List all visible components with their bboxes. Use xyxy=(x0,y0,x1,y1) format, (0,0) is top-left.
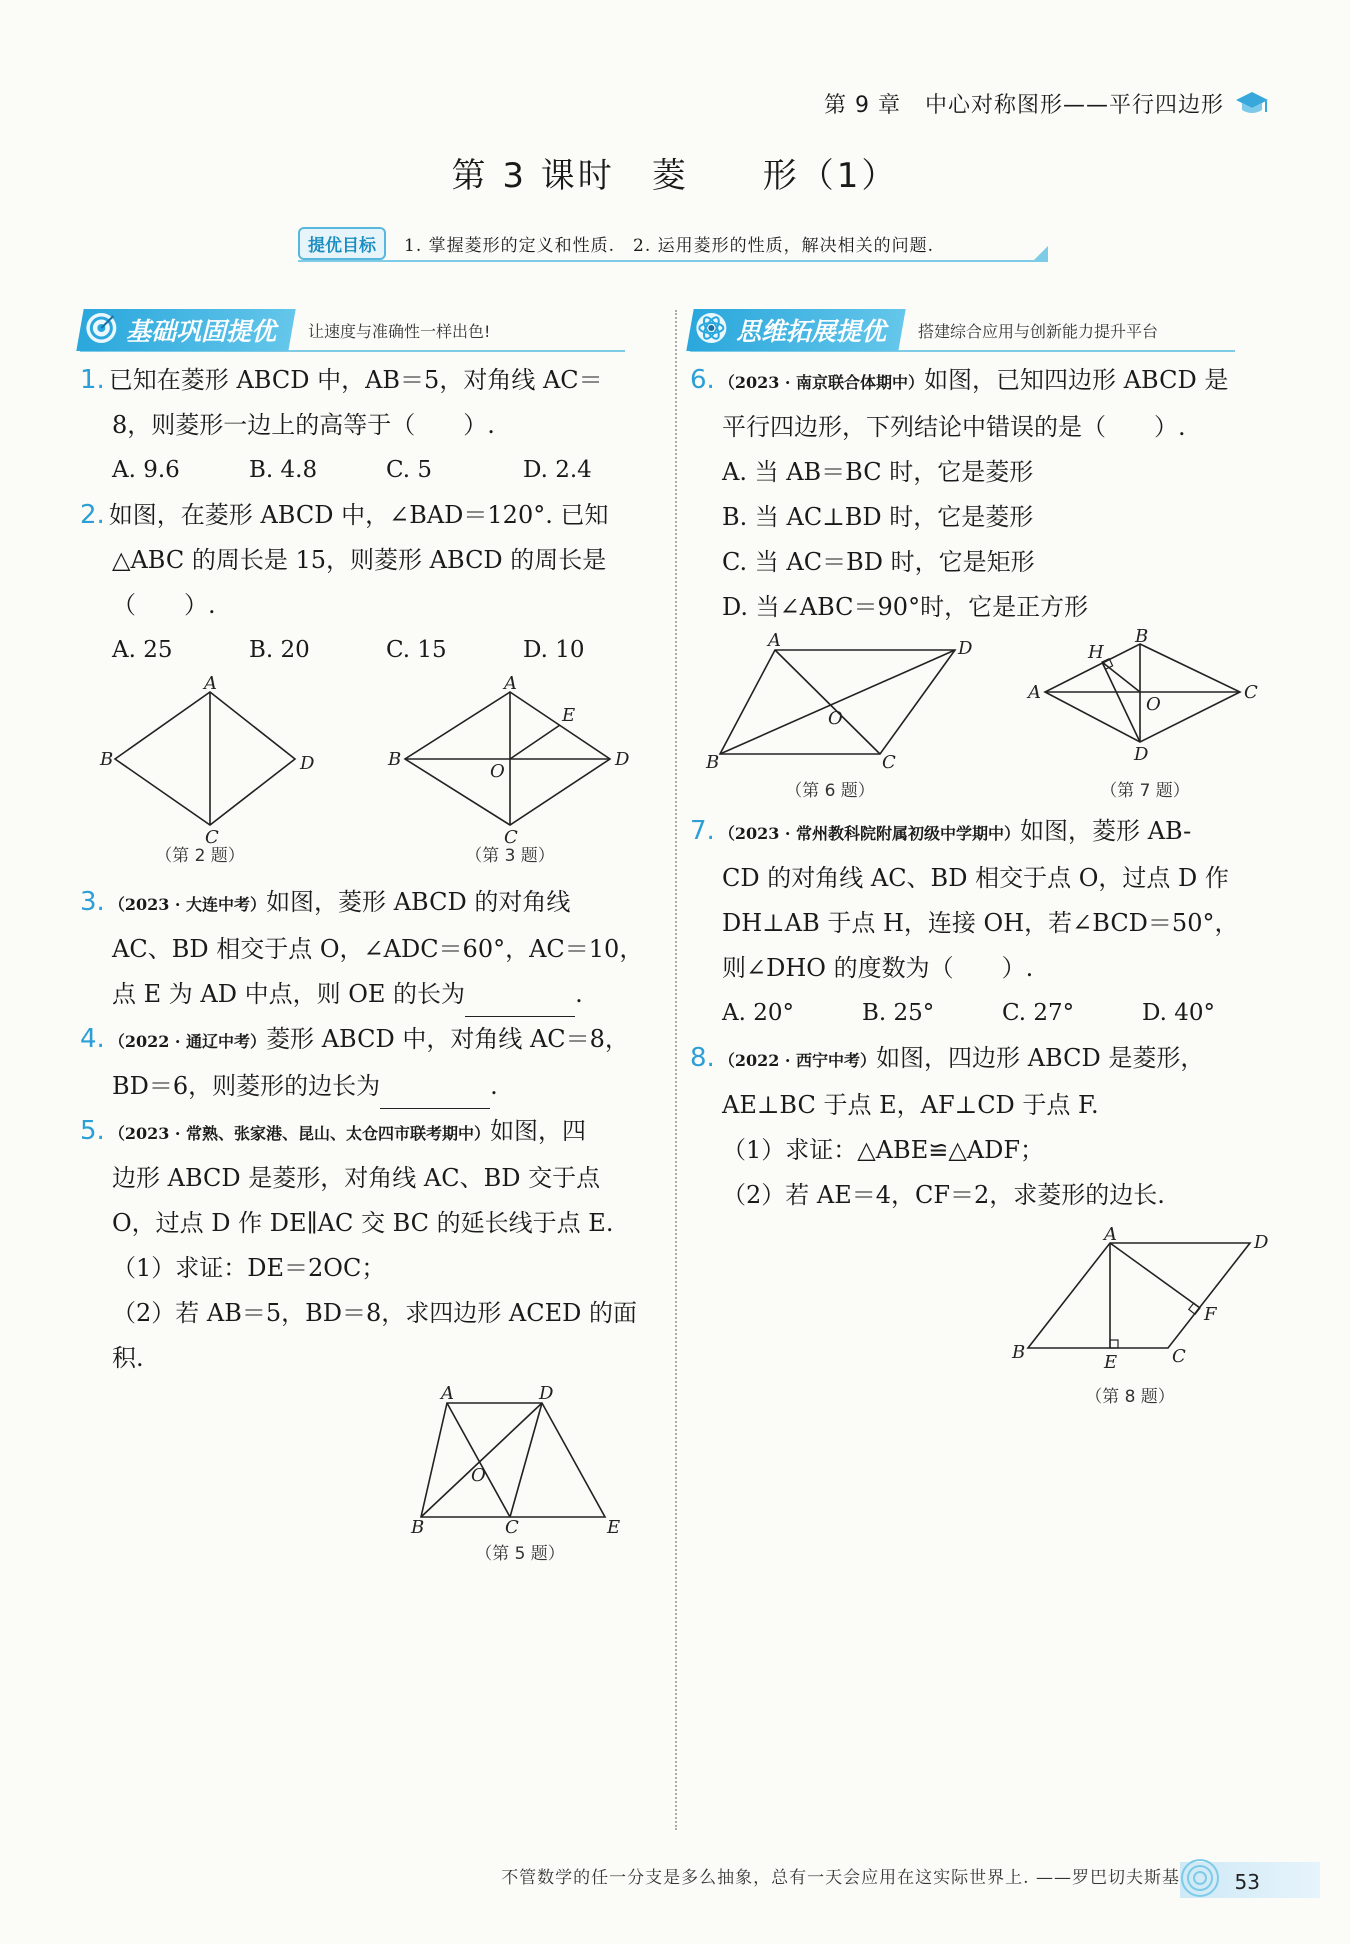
left-column xyxy=(80,310,660,1564)
question-text: 边形 ABCD 是菱形，对角线 AC、BD 交于点 xyxy=(112,1164,601,1192)
figure-5 xyxy=(405,1385,635,1564)
question-part: （2）若 AE＝4，CF＝2，求菱形的边长. xyxy=(722,1181,1165,1209)
svg-text:E: E xyxy=(1104,1352,1118,1373)
question-number: 6. xyxy=(690,365,715,395)
svg-text:C: C xyxy=(1172,1346,1186,1367)
question-4 xyxy=(80,1017,660,1109)
svg-text:O: O xyxy=(490,761,505,782)
svg-text:A: A xyxy=(768,630,781,651)
question-source: （2023 · 常熟、张家港、昆山、太仓四市联考期中） xyxy=(108,1124,491,1143)
question-text: 如图，在菱形 ABCD 中，∠BAD＝120°. 已知 xyxy=(108,501,609,529)
page-number: 53 xyxy=(1234,1870,1260,1894)
option-a: A. 当 AB＝BC 时，它是菱形 xyxy=(722,458,1034,486)
option-a: A. 9.6 xyxy=(112,457,180,483)
question-text: . xyxy=(490,1072,498,1100)
question-2 xyxy=(80,493,660,628)
svg-text:O: O xyxy=(1146,694,1161,715)
question-source: （2022 · 通辽中考） xyxy=(108,1032,267,1051)
svg-text:D: D xyxy=(300,753,315,774)
question-text: 如图，四边形 ABCD 是菱形， xyxy=(876,1044,1205,1072)
target-icon xyxy=(86,313,116,343)
figure-caption: （第 8 题） xyxy=(1085,1387,1175,1407)
question-text: 点 E 为 AD 中点，则 OE 的长为 xyxy=(112,980,466,1008)
figure-caption: （第 3 题） xyxy=(465,846,555,866)
figure-caption: （第 2 题） xyxy=(155,846,245,866)
goal-corner-decoration xyxy=(1032,246,1048,262)
option-a: A. 20° xyxy=(722,1000,794,1026)
svg-text:C: C xyxy=(504,827,518,848)
figure-8 xyxy=(1000,1224,1269,1407)
svg-text:E: E xyxy=(607,1517,621,1538)
question-text: 平行四边形，下列结论中错误的是（ ）. xyxy=(722,413,1186,441)
svg-text:O: O xyxy=(828,708,843,729)
question-6 xyxy=(690,358,1290,630)
svg-text:A: A xyxy=(1104,1224,1117,1245)
left-section-title: 基础巩固提优 xyxy=(126,317,277,346)
graduation-cap-icon xyxy=(1234,90,1270,118)
option-b: B. 当 AC⊥BD 时，它是菱形 xyxy=(722,503,1034,531)
figure-3 xyxy=(380,673,640,866)
svg-text:F: F xyxy=(1204,1304,1217,1325)
question-8 xyxy=(690,1036,1290,1218)
chapter-number: 第 9 章 xyxy=(824,93,901,118)
right-section-header xyxy=(690,310,1290,350)
question-text: 8，则菱形一边上的高等于（ ）. xyxy=(112,411,495,439)
figure-2 xyxy=(80,673,320,866)
svg-text:A: A xyxy=(504,673,517,694)
svg-text:B: B xyxy=(100,749,114,770)
svg-text:D: D xyxy=(1254,1232,1269,1253)
figure-caption: （第 6 题） xyxy=(785,781,875,801)
svg-text:D: D xyxy=(539,1383,554,1404)
lesson-title: 第 3 课时 菱 形（1） xyxy=(451,156,899,196)
svg-text:D: D xyxy=(958,638,973,659)
option-c: C. 5 xyxy=(386,457,433,483)
answer-blank[interactable] xyxy=(380,1078,490,1109)
svg-text:B: B xyxy=(1135,626,1149,647)
question-source: （2023 · 常州教科院附属初级中学期中） xyxy=(718,824,1021,843)
option-a: A. 25 xyxy=(112,637,173,663)
answer-blank[interactable] xyxy=(465,986,575,1017)
question-text: 如图，菱形 ABCD 的对角线 xyxy=(266,888,571,916)
q1-options xyxy=(80,448,660,493)
svg-text:A: A xyxy=(204,673,217,694)
question-text: 如图，四 xyxy=(490,1117,587,1145)
svg-text:B: B xyxy=(388,749,402,770)
question-text: △ABC 的周长是 15，则菱形 ABCD 的周长是 xyxy=(112,546,607,574)
rhombus-diagram-q2 xyxy=(80,673,320,848)
option-b: B. 25° xyxy=(862,1000,935,1026)
rhombus-diagram-q8 xyxy=(1000,1224,1269,1378)
figure-caption: （第 5 题） xyxy=(475,1544,565,1564)
option-c: C. 当 AC＝BD 时，它是矩形 xyxy=(722,548,1035,576)
question-part: （1）求证：△ABE≌△ADF； xyxy=(722,1136,1045,1164)
question-number: 1. xyxy=(80,365,105,395)
question-text: 菱形 ABCD 中，对角线 AC＝8， xyxy=(266,1025,629,1053)
right-column xyxy=(690,310,1290,1407)
question-7 xyxy=(690,809,1290,991)
right-section-title: 思维拓展提优 xyxy=(736,317,887,346)
atom-icon xyxy=(696,313,726,343)
option-d: D. 2.4 xyxy=(523,457,592,483)
figures-6-7 xyxy=(690,626,1270,801)
question-number: 8. xyxy=(690,1043,715,1073)
question-source: （2023 · 南京联合体期中） xyxy=(718,373,925,392)
question-text: O，过点 D 作 DE∥AC 交 BC 的延长线于点 E. xyxy=(112,1209,614,1237)
svg-text:D: D xyxy=(615,749,630,770)
goals-tag: 提优目标 xyxy=(298,227,386,260)
option-d: D. 当∠ABC＝90°时，它是正方形 xyxy=(722,593,1089,621)
question-number: 2. xyxy=(80,500,105,530)
question-number: 7. xyxy=(690,816,715,846)
question-text: 已知在菱形 ABCD 中，AB＝5，对角线 AC＝ xyxy=(108,366,603,394)
right-section-subtitle: 搭建综合应用与创新能力提升平台 xyxy=(918,321,1159,341)
svg-text:E: E xyxy=(562,705,576,726)
chapter-topic: 中心对称图形——平行四边形 xyxy=(924,93,1224,118)
trapezoid-diagram-q5 xyxy=(405,1383,635,1538)
question-number: 3. xyxy=(80,887,105,917)
svg-text:B: B xyxy=(706,752,720,773)
svg-text:C: C xyxy=(505,1517,519,1538)
svg-text:B: B xyxy=(1012,1342,1026,1363)
learning-goals xyxy=(298,226,1048,262)
left-section-header xyxy=(80,310,660,350)
rhombus-diagram-q3 xyxy=(380,673,640,848)
rhombus-diagram-q7 xyxy=(1020,626,1270,772)
question-text: 如图，已知四边形 ABCD 是 xyxy=(924,366,1229,394)
question-text: DH⊥AB 于点 H，连接 OH，若∠BCD＝50°， xyxy=(722,909,1239,937)
question-text: 如图，菱形 AB- xyxy=(1020,817,1192,845)
question-source: （2023 · 大连中考） xyxy=(108,895,267,914)
svg-text:C: C xyxy=(1244,682,1258,703)
svg-text:A: A xyxy=(441,1383,454,1404)
chapter-header xyxy=(824,88,1270,119)
goals-text: 1. 掌握菱形的定义和性质. 2. 运用菱形的性质，解决相关的问题. xyxy=(404,235,935,256)
svg-text:C: C xyxy=(205,827,219,848)
svg-text:O: O xyxy=(471,1465,486,1486)
parallelogram-diagram-q6 xyxy=(690,630,973,773)
left-section-subtitle: 让速度与准确性一样出色! xyxy=(308,321,491,341)
option-d: D. 40° xyxy=(1142,1000,1216,1026)
right-section-badge xyxy=(686,309,905,351)
question-text: CD 的对角线 AC、BD 相交于点 O，过点 D 作 xyxy=(722,864,1229,892)
question-1 xyxy=(80,358,660,448)
question-part: （1）求证：DE＝2OC； xyxy=(112,1254,386,1282)
figure-caption: （第 7 题） xyxy=(1100,781,1190,801)
q2-options xyxy=(80,628,660,673)
question-text: AE⊥BC 于点 E，AF⊥CD 于点 F. xyxy=(722,1091,1099,1119)
option-b: B. 4.8 xyxy=(249,457,318,483)
column-divider xyxy=(675,310,677,1830)
question-number: 4. xyxy=(80,1024,105,1054)
question-text: BD＝6，则菱形的边长为 xyxy=(112,1072,381,1100)
q7-options xyxy=(690,991,1290,1036)
svg-text:C: C xyxy=(882,752,896,773)
question-text: 则∠DHO 的度数为（ ）. xyxy=(722,954,1034,982)
question-part: （2）若 AB＝5，BD＝8，求四边形 ACED 的面积. xyxy=(112,1299,637,1372)
svg-text:H: H xyxy=(1088,642,1104,663)
question-text: AC、BD 相交于点 O，∠ADC＝60°，AC＝10， xyxy=(112,935,644,963)
question-text: （ ）. xyxy=(112,591,216,619)
question-number: 5. xyxy=(80,1116,105,1146)
question-source: （2022 · 西宁中考） xyxy=(718,1051,877,1070)
left-section-badge xyxy=(76,309,295,351)
figure-7 xyxy=(1020,626,1270,801)
option-c: C. 27° xyxy=(1002,1000,1075,1026)
option-d: D. 10 xyxy=(523,637,585,663)
footer-quote: 不管数学的任一分支是多么抽象，总有一天会应用在这实际世界上. ——罗巴切夫斯基 xyxy=(501,1868,1180,1888)
question-text: . xyxy=(575,980,583,1008)
figure-6 xyxy=(690,630,973,801)
option-b: B. 20 xyxy=(249,637,310,663)
question-5 xyxy=(80,1109,660,1381)
figures-2-3 xyxy=(80,673,640,866)
option-c: C. 15 xyxy=(386,637,447,663)
spiral-icon xyxy=(1178,1856,1222,1900)
svg-text:D: D xyxy=(1134,744,1149,765)
question-3 xyxy=(80,880,660,1017)
svg-text:A: A xyxy=(1028,682,1041,703)
svg-text:B: B xyxy=(411,1517,425,1538)
